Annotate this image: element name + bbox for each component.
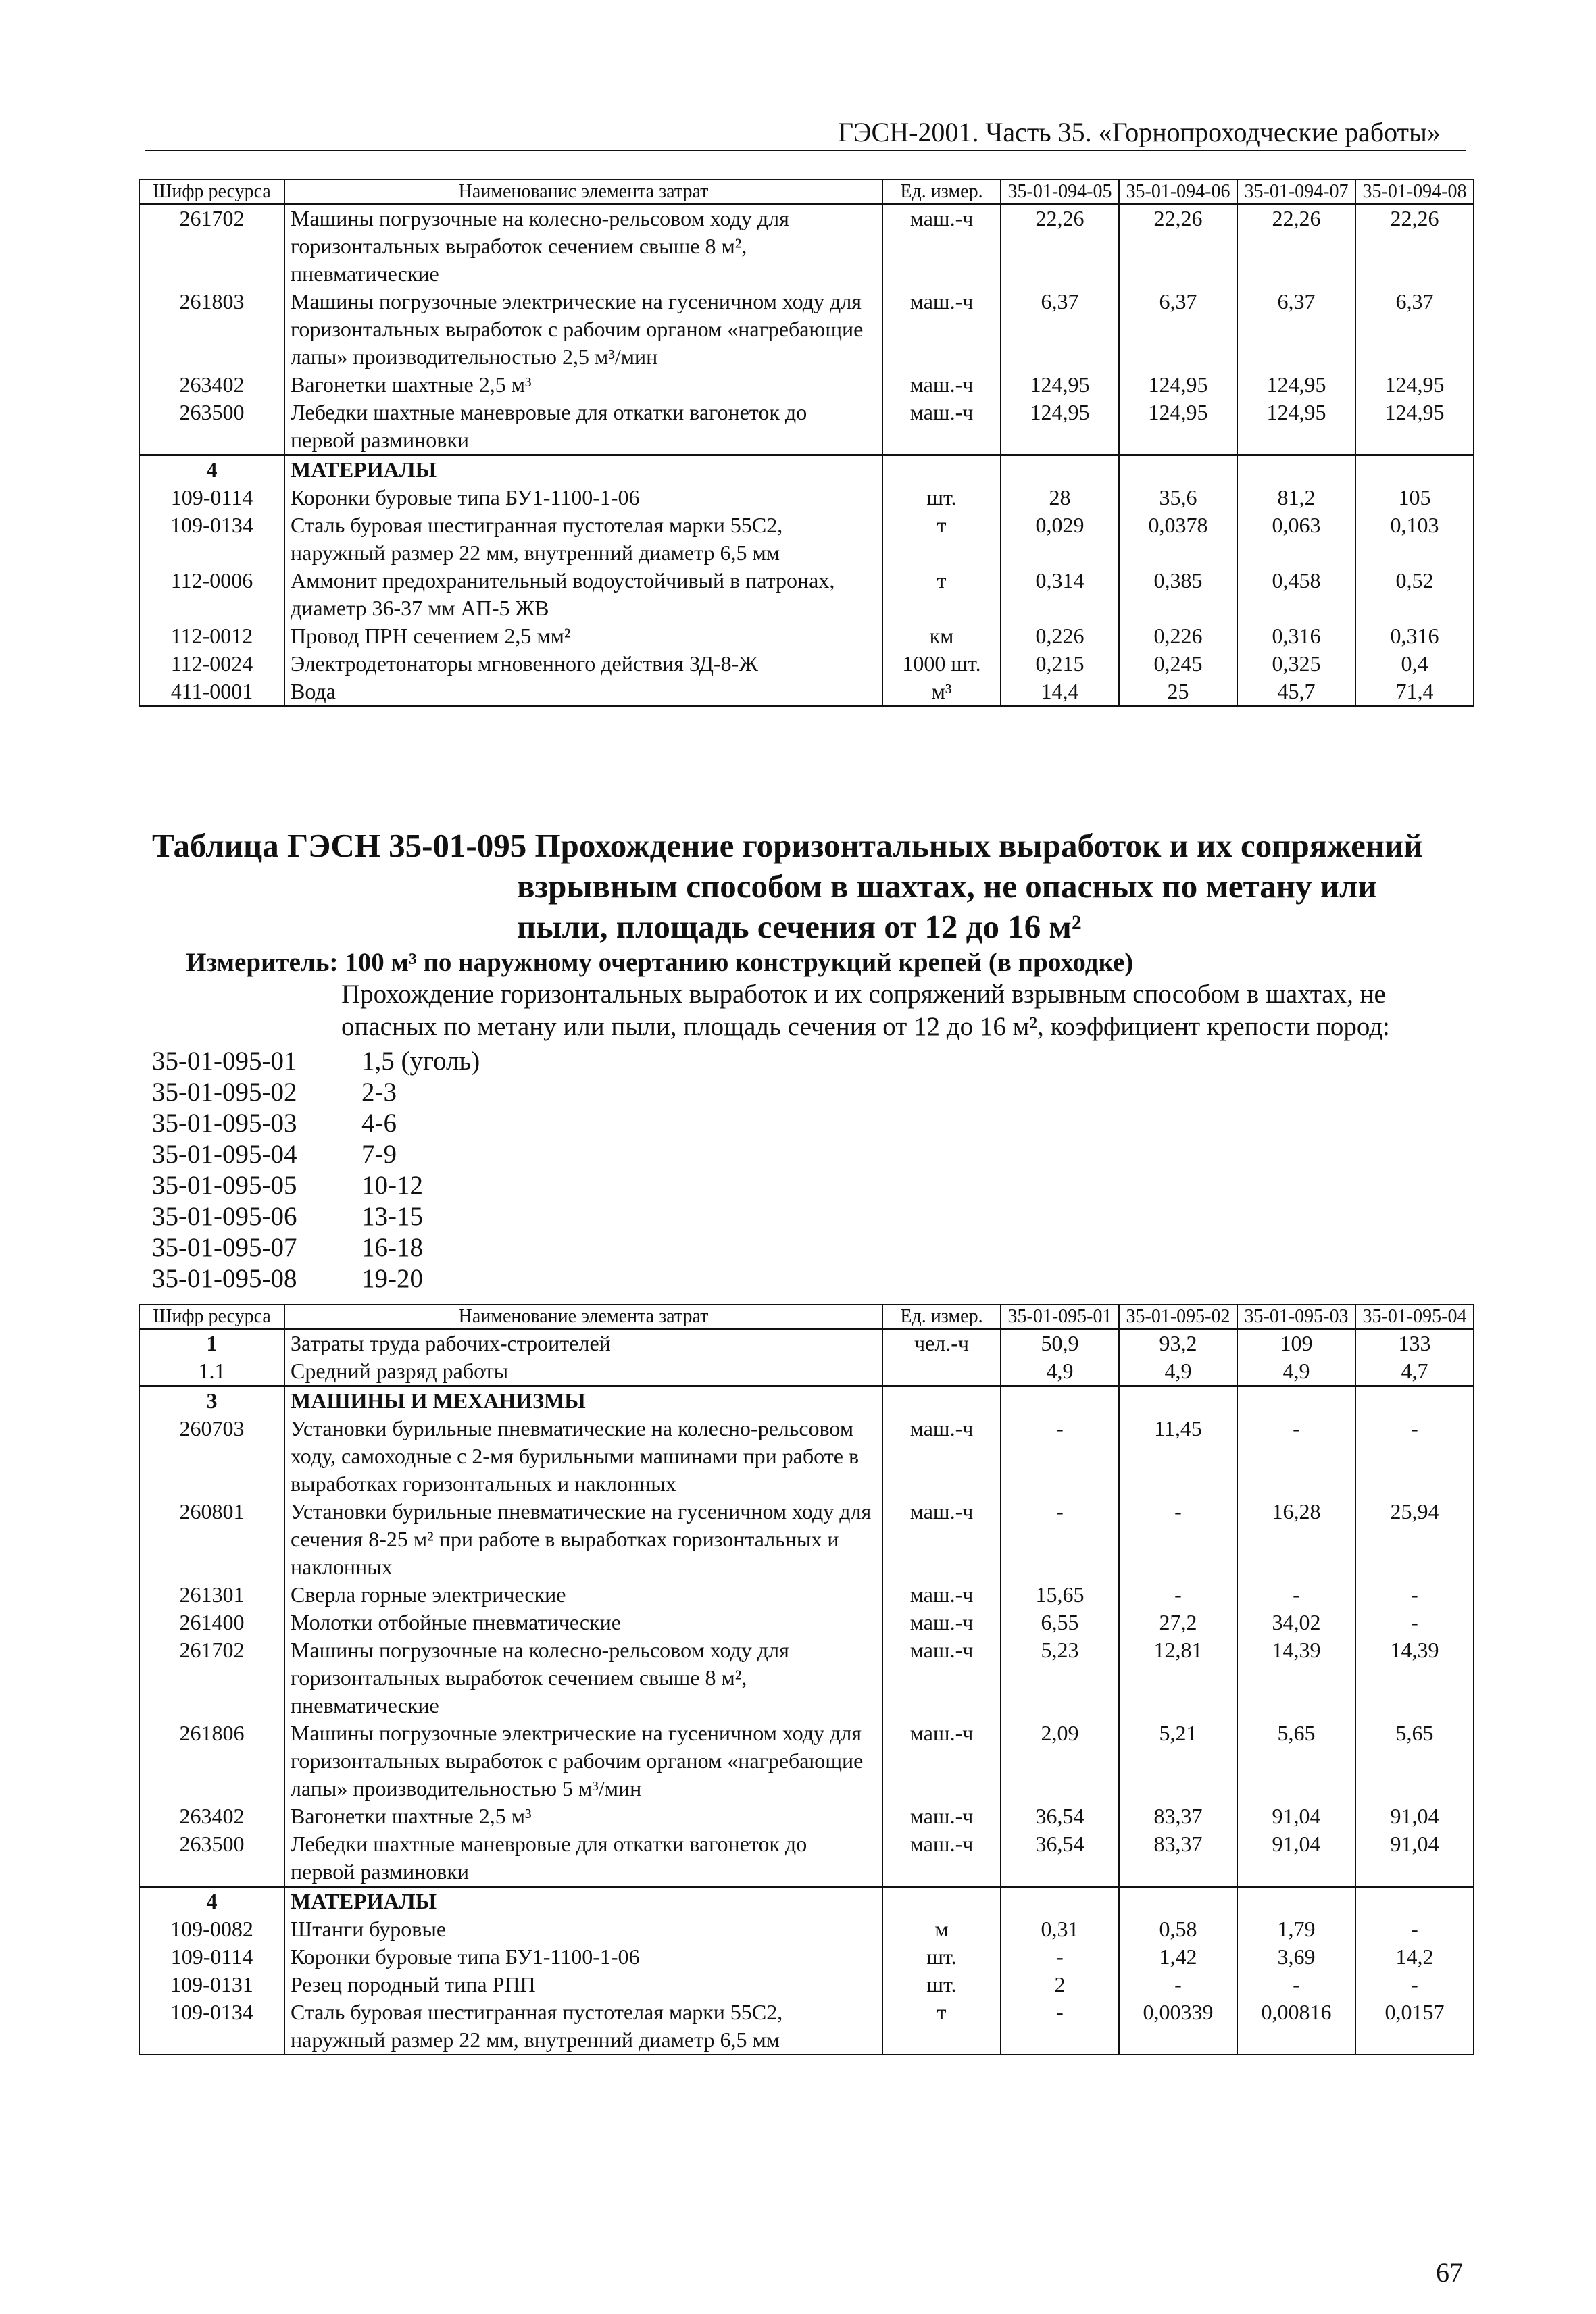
resource-unit: [882, 1386, 1001, 1415]
norm-value: 4,7: [1355, 1357, 1474, 1386]
resource-code: 109-0134: [139, 1998, 284, 2055]
list-item: [152, 1046, 480, 1077]
norm-value: 124,95: [1119, 371, 1237, 399]
variant-code: 35-01-095-01: [152, 1047, 297, 1076]
resource-name: Коронки буровые типа БУ1-1100-1-06: [284, 484, 882, 511]
norm-value: 1,42: [1119, 1943, 1237, 1971]
norm-value: 22,26: [1355, 204, 1474, 288]
norm-value: 6,37: [1001, 288, 1119, 371]
norm-value: 91,04: [1355, 1830, 1474, 1887]
resource-name: Установки бурильные пневматические на гусеничном ходу для сечения 8-25 м² при работе в выработках горизонтальных и наклонных: [284, 1498, 882, 1581]
norm-value: [1237, 1887, 1355, 1916]
norm-value: 0,00339: [1119, 1998, 1237, 2055]
norm-value: 1,79: [1237, 1915, 1355, 1943]
norm-value: 36,54: [1001, 1803, 1119, 1830]
variant-value: 7-9: [361, 1140, 397, 1169]
section-header-row: [139, 1887, 1474, 1916]
norm-value: [1001, 1887, 1119, 1916]
norm-value: 4,9: [1001, 1357, 1119, 1386]
norm-value: 15,65: [1001, 1581, 1119, 1609]
table-row: [139, 1803, 1474, 1830]
norm-value: [1355, 1386, 1474, 1415]
list-item: [152, 1263, 480, 1294]
table-header-row: [139, 1305, 1474, 1329]
norm-value: 83,37: [1119, 1803, 1237, 1830]
norm-value: 0,316: [1237, 622, 1355, 650]
table-row: [139, 1415, 1474, 1498]
resource-code: 260801: [139, 1498, 284, 1581]
list-item: [152, 1108, 480, 1139]
norm-value: 71,4: [1355, 678, 1474, 706]
norm-value: 0,215: [1001, 650, 1119, 678]
norm-value: 124,95: [1237, 399, 1355, 455]
list-item: [152, 1139, 480, 1170]
norm-value: 0,4: [1355, 650, 1474, 678]
resource-unit: маш.-ч: [882, 399, 1001, 455]
resource-unit: т: [882, 1998, 1001, 2055]
col-header-code: Шифр ресурса: [139, 180, 284, 204]
section-code: 3: [139, 1386, 284, 1415]
list-item: [152, 1170, 480, 1201]
resource-name: Машины погрузочные на колесно-рельсовом ходу для горизонтальных выработок сечением свыше 8 м², пневматические: [284, 204, 882, 288]
norm-value: 0,063: [1237, 511, 1355, 567]
table-title-line: взрывным способом в шахтах, не опасных по метану или: [517, 867, 1377, 905]
norm-value: 6,37: [1355, 288, 1474, 371]
variant-value: 1,5 (уголь): [361, 1047, 480, 1076]
col-header-norm: 35-01-094-07: [1237, 180, 1355, 204]
col-header-name: Наименование элемента затрат: [284, 1305, 882, 1329]
resource-unit: км: [882, 622, 1001, 650]
norm-value: 5,65: [1355, 1719, 1474, 1803]
resource-unit: маш.-ч: [882, 1609, 1001, 1636]
table-title-line: Таблица ГЭСН 35-01-095 Прохождение горизонтальных выработок и их сопряжений: [152, 827, 1423, 864]
norm-value: 5,65: [1237, 1719, 1355, 1803]
norm-value: 0,52: [1355, 567, 1474, 622]
norm-value: 0,31: [1001, 1915, 1119, 1943]
norm-value: 14,2: [1355, 1943, 1474, 1971]
norm-value: 93,2: [1119, 1329, 1237, 1357]
norm-value: 133: [1355, 1329, 1474, 1357]
col-header-norm: 35-01-095-03: [1237, 1305, 1355, 1329]
variant-code: 35-01-095-07: [152, 1233, 297, 1262]
norm-value: 5,21: [1119, 1719, 1237, 1803]
variant-code: 35-01-095-08: [152, 1264, 297, 1293]
resource-code: 260703: [139, 1415, 284, 1498]
norm-value: [1355, 1887, 1474, 1916]
resource-unit: маш.-ч: [882, 1581, 1001, 1609]
resource-unit: маш.-ч: [882, 1415, 1001, 1498]
norm-value: -: [1001, 1498, 1119, 1581]
resource-table-095: [139, 1304, 1474, 2055]
table-row: [139, 650, 1474, 678]
resource-unit: маш.-ч: [882, 1830, 1001, 1887]
table-title: [152, 826, 1436, 947]
variant-code: 35-01-095-02: [152, 1078, 297, 1107]
resource-name: Аммонит предохранительный водоустойчивый в патронах, диаметр 36-37 мм АП-5 ЖВ: [284, 567, 882, 622]
resource-name: Установки бурильные пневматические на колесно-рельсовом ходу, самоходные с 2-мя бурильными машинами при работе в выработках горизонтальных и наклонных: [284, 1415, 882, 1498]
variant-value: 4-6: [361, 1109, 397, 1138]
section-title: МАШИНЫ И МЕХАНИЗМЫ: [284, 1386, 882, 1415]
resource-code: 1.1: [139, 1357, 284, 1386]
norm-value: -: [1237, 1415, 1355, 1498]
measurement-unit: Измеритель: 100 м³ по наружному очертанию конструкций крепей (в проходке): [186, 948, 1134, 977]
col-header-norm: 35-01-095-04: [1355, 1305, 1474, 1329]
resource-name: Коронки буровые типа БУ1-1100-1-06: [284, 1943, 882, 1971]
norm-value: 0,458: [1237, 567, 1355, 622]
col-header-unit: Ед. измер.: [882, 180, 1001, 204]
col-header-norm: 35-01-095-01: [1001, 1305, 1119, 1329]
resource-code: 109-0134: [139, 511, 284, 567]
variant-value: 2-3: [361, 1078, 397, 1107]
table-row: [139, 288, 1474, 371]
resource-code: 261702: [139, 204, 284, 288]
resource-unit: шт.: [882, 1943, 1001, 1971]
col-header-code: Шифр ресурса: [139, 1305, 284, 1329]
resource-unit: маш.-ч: [882, 288, 1001, 371]
resource-unit: шт.: [882, 1971, 1001, 1998]
norm-value: 3,69: [1237, 1943, 1355, 1971]
resource-code: 1: [139, 1329, 284, 1357]
resource-unit: маш.-ч: [882, 371, 1001, 399]
resource-code: 261301: [139, 1581, 284, 1609]
resource-unit: шт.: [882, 484, 1001, 511]
resource-name: Сверла горные электрические: [284, 1581, 882, 1609]
resource-name: Сталь буровая шестигранная пустотелая марки 55С2, наружный размер 22 мм, внутренний диаметр 6,5 мм: [284, 511, 882, 567]
section-title: МАТЕРИАЛЫ: [284, 455, 882, 484]
norm-value: [1355, 455, 1474, 484]
norm-value: -: [1355, 1581, 1474, 1609]
running-header: ГЭСН-2001. Часть 35. «Горнопроходческие работы»: [838, 117, 1441, 147]
norm-value: 0,00816: [1237, 1998, 1355, 2055]
resource-name: Вагонетки шахтные 2,5 м³: [284, 371, 882, 399]
table-row: [139, 371, 1474, 399]
resource-code: 263402: [139, 371, 284, 399]
norm-value: 0,0378: [1119, 511, 1237, 567]
resource-name: Лебедки шахтные маневровые для откатки вагонеток до первой разминовки: [284, 1830, 882, 1887]
resource-code: 411-0001: [139, 678, 284, 706]
norm-value: 34,02: [1237, 1609, 1355, 1636]
resource-unit: маш.-ч: [882, 1803, 1001, 1830]
section-header-row: [139, 455, 1474, 484]
norm-value: -: [1237, 1971, 1355, 1998]
resource-name: Вода: [284, 678, 882, 706]
resource-name: Средний разряд работы: [284, 1357, 882, 1386]
norm-value: -: [1355, 1415, 1474, 1498]
norm-value: -: [1119, 1498, 1237, 1581]
norm-value: 81,2: [1237, 484, 1355, 511]
table-row: [139, 204, 1474, 288]
table-row: [139, 1357, 1474, 1386]
variant-code: 35-01-095-04: [152, 1140, 297, 1169]
resource-code: 261702: [139, 1636, 284, 1719]
norm-value: 0,325: [1237, 650, 1355, 678]
variant-list: [152, 1046, 480, 1294]
norm-value: [1119, 1386, 1237, 1415]
norm-value: 91,04: [1237, 1803, 1355, 1830]
resource-code: 109-0114: [139, 484, 284, 511]
norm-value: 124,95: [1001, 371, 1119, 399]
norm-value: 124,95: [1237, 371, 1355, 399]
variant-code: 35-01-095-03: [152, 1109, 297, 1138]
norm-value: 22,26: [1001, 204, 1119, 288]
resource-unit: т: [882, 511, 1001, 567]
norm-value: 83,37: [1119, 1830, 1237, 1887]
table-row: [139, 511, 1474, 567]
col-header-name: Наименованис элемента затрат: [284, 180, 882, 204]
table-title-line: пыли, площадь сечения от 12 до 16 м²: [517, 908, 1082, 945]
variant-value: 10-12: [361, 1171, 423, 1200]
list-item: [152, 1232, 480, 1263]
resource-unit: [882, 1357, 1001, 1386]
variant-value: 19-20: [361, 1264, 423, 1293]
norm-value: -: [1237, 1581, 1355, 1609]
resource-code: 261806: [139, 1719, 284, 1803]
resource-code: 263500: [139, 1830, 284, 1887]
resource-name: Молотки отбойные пневматические: [284, 1609, 882, 1636]
norm-value: -: [1119, 1971, 1237, 1998]
norm-value: 2: [1001, 1971, 1119, 1998]
table-row: [139, 1498, 1474, 1581]
col-header-norm: 35-01-094-05: [1001, 180, 1119, 204]
resource-unit: 1000 шт.: [882, 650, 1001, 678]
resource-name: Машины погрузочные электрические на гусеничном ходу для горизонтальных выработок с рабочим органом «нагребающие лапы» производительностью 5 м³/мин: [284, 1719, 882, 1803]
norm-value: 14,4: [1001, 678, 1119, 706]
resource-unit: маш.-ч: [882, 204, 1001, 288]
variant-value: 16-18: [361, 1233, 423, 1262]
resource-name: Штанги буровые: [284, 1915, 882, 1943]
norm-value: -: [1001, 1943, 1119, 1971]
col-header-norm: 35-01-095-02: [1119, 1305, 1237, 1329]
norm-value: [1237, 455, 1355, 484]
table-row: [139, 567, 1474, 622]
resource-unit: м³: [882, 678, 1001, 706]
norm-value: -: [1119, 1581, 1237, 1609]
resource-code: 112-0006: [139, 567, 284, 622]
norm-value: -: [1355, 1609, 1474, 1636]
section-header-row: [139, 1386, 1474, 1415]
work-description: Прохождение горизонтальных выработок и их сопряжений взрывным способом в шахтах, не опасных по метану или пыли, площадь сечения от 12 до 16 м², коэффициент крепости пород:: [341, 980, 1390, 1041]
table-row: [139, 484, 1474, 511]
section-code: 4: [139, 455, 284, 484]
table-row: [139, 1971, 1474, 1998]
resource-code: 261803: [139, 288, 284, 371]
norm-value: 14,39: [1355, 1636, 1474, 1719]
resource-code: 112-0012: [139, 622, 284, 650]
norm-value: 0,226: [1119, 622, 1237, 650]
norm-value: 105: [1355, 484, 1474, 511]
norm-value: -: [1355, 1971, 1474, 1998]
norm-value: 14,39: [1237, 1636, 1355, 1719]
norm-value: 0,245: [1119, 650, 1237, 678]
norm-value: 25: [1119, 678, 1237, 706]
list-item: [152, 1077, 480, 1108]
table-row: [139, 1943, 1474, 1971]
table-header-row: [139, 180, 1474, 204]
norm-value: 124,95: [1119, 399, 1237, 455]
resource-unit: т: [882, 567, 1001, 622]
norm-value: 4,9: [1119, 1357, 1237, 1386]
resource-name: Лебедки шахтные маневровые для откатки вагонеток до первой разминовки: [284, 399, 882, 455]
norm-value: 36,54: [1001, 1830, 1119, 1887]
table-row: [139, 399, 1474, 455]
norm-value: 0,58: [1119, 1915, 1237, 1943]
resource-name: Машины погрузочные на колесно-рельсовом ходу для горизонтальных выработок сечением свыше 8 м², пневматические: [284, 1636, 882, 1719]
norm-value: 0,029: [1001, 511, 1119, 567]
norm-value: 27,2: [1119, 1609, 1237, 1636]
norm-value: 2,09: [1001, 1719, 1119, 1803]
norm-value: -: [1001, 1998, 1119, 2055]
resource-code: 109-0131: [139, 1971, 284, 1998]
norm-value: 22,26: [1237, 204, 1355, 288]
table-row: [139, 1581, 1474, 1609]
norm-value: 4,9: [1237, 1357, 1355, 1386]
norm-value: 0,226: [1001, 622, 1119, 650]
table-row: [139, 1609, 1474, 1636]
col-header-norm: 35-01-094-08: [1355, 180, 1474, 204]
resource-code: 261400: [139, 1609, 284, 1636]
resource-code: 112-0024: [139, 650, 284, 678]
resource-name: Резец породный типа РПП: [284, 1971, 882, 1998]
table-row: [139, 1719, 1474, 1803]
norm-value: 28: [1001, 484, 1119, 511]
norm-value: 6,37: [1237, 288, 1355, 371]
norm-value: 11,45: [1119, 1415, 1237, 1498]
norm-value: 22,26: [1119, 204, 1237, 288]
table-row: [139, 1329, 1474, 1357]
norm-value: 6,37: [1119, 288, 1237, 371]
norm-value: 12,81: [1119, 1636, 1237, 1719]
table-row: [139, 1998, 1474, 2055]
resource-unit: чел.-ч: [882, 1329, 1001, 1357]
variant-code: 35-01-095-06: [152, 1202, 297, 1231]
table-row: [139, 1915, 1474, 1943]
variant-value: 13-15: [361, 1202, 423, 1231]
norm-value: -: [1355, 1915, 1474, 1943]
norm-value: [1119, 1887, 1237, 1916]
norm-value: 50,9: [1001, 1329, 1119, 1357]
resource-unit: [882, 1887, 1001, 1916]
norm-value: -: [1001, 1415, 1119, 1498]
norm-value: 25,94: [1355, 1498, 1474, 1581]
norm-value: 35,6: [1119, 484, 1237, 511]
norm-value: 5,23: [1001, 1636, 1119, 1719]
section-code: 4: [139, 1887, 284, 1916]
norm-value: 16,28: [1237, 1498, 1355, 1581]
norm-value: [1001, 455, 1119, 484]
header-rule: [145, 150, 1466, 151]
norm-value: 0,0157: [1355, 1998, 1474, 2055]
norm-value: 0,103: [1355, 511, 1474, 567]
norm-value: [1001, 1386, 1119, 1415]
resource-name: Электродетонаторы мгновенного действия ЗД-8-Ж: [284, 650, 882, 678]
norm-value: 91,04: [1355, 1803, 1474, 1830]
norm-value: 109: [1237, 1329, 1355, 1357]
norm-value: 124,95: [1001, 399, 1119, 455]
resource-name: Сталь буровая шестигранная пустотелая марки 55С2, наружный размер 22 мм, внутренний диаметр 6,5 мм: [284, 1998, 882, 2055]
resource-code: 109-0114: [139, 1943, 284, 1971]
resource-name: Машины погрузочные электрические на гусеничном ходу для горизонтальных выработок с рабочим органом «нагребающие лапы» производительностью 2,5 м³/мин: [284, 288, 882, 371]
resource-unit: маш.-ч: [882, 1719, 1001, 1803]
resource-name: Провод ПРН сечением 2,5 мм²: [284, 622, 882, 650]
table-row: [139, 1636, 1474, 1719]
norm-value: 0,314: [1001, 567, 1119, 622]
resource-name: Затраты труда рабочих-строителей: [284, 1329, 882, 1357]
resource-code: 263500: [139, 399, 284, 455]
section-title: МАТЕРИАЛЫ: [284, 1887, 882, 1916]
norm-value: 6,55: [1001, 1609, 1119, 1636]
table-row: [139, 622, 1474, 650]
list-item: [152, 1201, 480, 1232]
variant-code: 35-01-095-05: [152, 1171, 297, 1200]
resource-name: Вагонетки шахтные 2,5 м³: [284, 1803, 882, 1830]
norm-value: 45,7: [1237, 678, 1355, 706]
norm-value: [1119, 455, 1237, 484]
page-number: 67: [1436, 2257, 1463, 2288]
norm-value: 124,95: [1355, 399, 1474, 455]
norm-value: 91,04: [1237, 1830, 1355, 1887]
resource-unit: маш.-ч: [882, 1636, 1001, 1719]
resource-unit: м: [882, 1915, 1001, 1943]
table-row: [139, 1830, 1474, 1887]
resource-unit: маш.-ч: [882, 1498, 1001, 1581]
table-row: [139, 678, 1474, 706]
resource-unit: [882, 455, 1001, 484]
resource-table-094: [139, 179, 1474, 707]
resource-code: 263402: [139, 1803, 284, 1830]
norm-value: 124,95: [1355, 371, 1474, 399]
col-header-unit: Ед. измер.: [882, 1305, 1001, 1329]
norm-value: 0,316: [1355, 622, 1474, 650]
norm-value: [1237, 1386, 1355, 1415]
norm-value: 0,385: [1119, 567, 1237, 622]
col-header-norm: 35-01-094-06: [1119, 180, 1237, 204]
resource-code: 109-0082: [139, 1915, 284, 1943]
